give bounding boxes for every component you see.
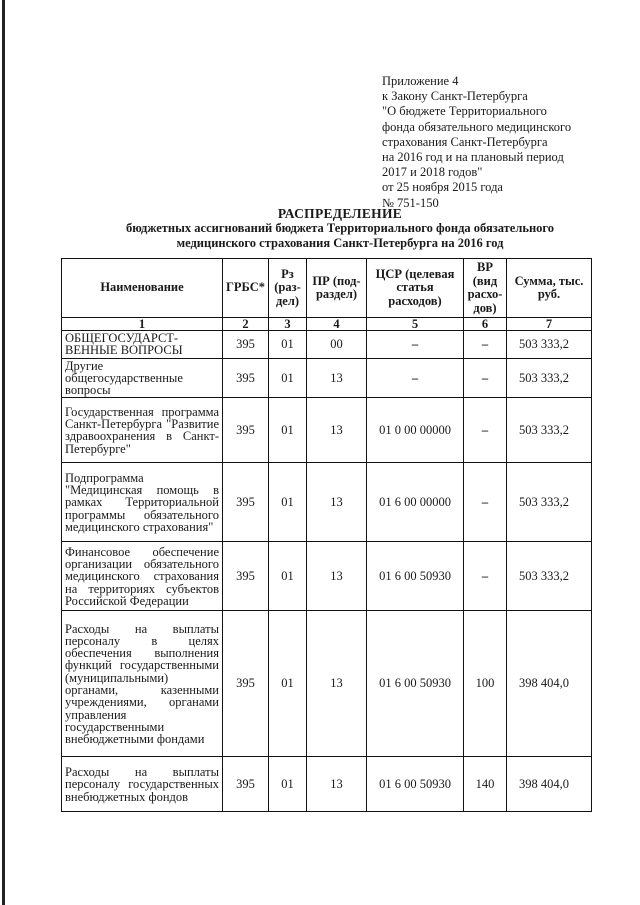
row-pr: 13 bbox=[307, 611, 367, 757]
row-sum: 503 333,2 bbox=[507, 358, 592, 398]
row-name: Расходы на выплаты персоналу в целях обеспечения выполнения функций государственными (муниципальными) органами, казенными учреждениями, органами управления государственными внебюджетными фондами bbox=[62, 611, 223, 757]
row-sum: 398 404,0 bbox=[507, 757, 592, 812]
row-vr: – bbox=[464, 542, 507, 611]
heading-title: РАСПРЕДЕЛЕНИЕ bbox=[277, 206, 403, 221]
row-sum: 503 333,2 bbox=[507, 463, 592, 542]
row-grbs: 395 bbox=[223, 331, 269, 359]
row-pr: 13 bbox=[307, 358, 367, 398]
table-row bbox=[62, 757, 592, 812]
column-number-row bbox=[62, 318, 592, 331]
header-vr: ВР (вид расхо-дов) bbox=[464, 259, 507, 318]
row-vr: 100 bbox=[464, 611, 507, 757]
row-name: Государственная программа Санкт-Петербурга "Развитие здравоохранения в Санкт-Петербурге" bbox=[62, 398, 223, 463]
row-csr: 01 6 00 00000 bbox=[367, 463, 464, 542]
row-pr: 13 bbox=[307, 542, 367, 611]
row-vr: 140 bbox=[464, 757, 507, 812]
row-vr: – bbox=[464, 398, 507, 463]
row-pr: 13 bbox=[307, 757, 367, 812]
appendix-line: "О бюджете Территориального bbox=[382, 104, 547, 119]
row-grbs: 395 bbox=[223, 611, 269, 757]
row-grbs: 395 bbox=[223, 757, 269, 812]
row-name: ОБЩЕГОСУДАРСТ-ВЕННЫЕ ВОПРОСЫ bbox=[62, 331, 223, 359]
row-rz: 01 bbox=[269, 463, 307, 542]
appendix-block bbox=[382, 74, 622, 211]
budget-table bbox=[61, 258, 592, 812]
row-grbs: 395 bbox=[223, 542, 269, 611]
column-number: 4 bbox=[307, 318, 367, 331]
row-rz: 01 bbox=[269, 757, 307, 812]
table-row bbox=[62, 331, 592, 359]
row-csr: – bbox=[367, 331, 464, 359]
appendix-line-law-number: № 751-150 bbox=[382, 195, 439, 210]
table-row bbox=[62, 542, 592, 611]
header-rz: Рз (раз-дел) bbox=[269, 259, 307, 318]
row-grbs: 395 bbox=[223, 398, 269, 463]
row-rz: 01 bbox=[269, 542, 307, 611]
row-sum: 503 333,2 bbox=[507, 398, 592, 463]
row-pr: 00 bbox=[307, 331, 367, 359]
row-vr: – bbox=[464, 331, 507, 359]
column-number: 7 bbox=[507, 318, 592, 331]
row-sum: 503 333,2 bbox=[507, 542, 592, 611]
appendix-line: страхования Санкт-Петербурга bbox=[382, 134, 548, 149]
row-csr: 01 6 00 50930 bbox=[367, 542, 464, 611]
appendix-line: 2017 и 2018 годов" bbox=[382, 165, 483, 180]
row-name: Другие общегосударственные вопросы bbox=[62, 358, 223, 398]
heading-line-2: медицинского страхования Санкт-Петербурга на 2016 год bbox=[176, 236, 504, 250]
column-number: 6 bbox=[464, 318, 507, 331]
header-sum: Сумма, тыс. руб. bbox=[507, 259, 592, 318]
column-number: 2 bbox=[223, 318, 269, 331]
appendix-line: Приложение 4 bbox=[382, 74, 459, 88]
column-number: 3 bbox=[269, 318, 307, 331]
table-row bbox=[62, 398, 592, 463]
row-name: Финансовое обеспечение организации обязательного медицинского страхования на территориях субъектов Российской Федерации bbox=[62, 542, 223, 611]
table-row bbox=[62, 611, 592, 757]
row-rz: 01 bbox=[269, 611, 307, 757]
row-csr: 01 6 00 50930 bbox=[367, 757, 464, 812]
row-csr: 01 6 00 50930 bbox=[367, 611, 464, 757]
row-rz: 01 bbox=[269, 331, 307, 359]
row-sum: 398 404,0 bbox=[507, 611, 592, 757]
header-name: Наименование bbox=[62, 259, 223, 318]
row-name: Подпрограмма "Медицинская помощь в рамках Территориальной программы обязательного медицинского страхования" bbox=[62, 463, 223, 542]
row-vr: – bbox=[464, 358, 507, 398]
row-sum: 503 333,2 bbox=[507, 331, 592, 359]
row-rz: 01 bbox=[269, 398, 307, 463]
document-heading bbox=[60, 206, 620, 251]
row-name: Расходы на выплаты персоналу государственных внебюджетных фондов bbox=[62, 757, 223, 812]
table-header-row bbox=[62, 259, 592, 318]
header-grbs: ГРБС* bbox=[223, 259, 269, 318]
header-pr: ПР (под-раздел) bbox=[307, 259, 367, 318]
appendix-line: от 25 ноября 2015 года bbox=[382, 180, 503, 195]
row-pr: 13 bbox=[307, 463, 367, 542]
header-csr: ЦСР (целевая статья расходов) bbox=[367, 259, 464, 318]
appendix-line: к Закону Санкт-Петербурга bbox=[382, 89, 528, 104]
row-csr: 01 0 00 00000 bbox=[367, 398, 464, 463]
column-number: 5 bbox=[367, 318, 464, 331]
row-csr: – bbox=[367, 358, 464, 398]
heading-line-1: бюджетных ассигнований бюджета Территориального фонда обязательного bbox=[125, 221, 555, 235]
row-pr: 13 bbox=[307, 398, 367, 463]
row-rz: 01 bbox=[269, 358, 307, 398]
page-edge-line bbox=[2, 0, 5, 905]
table-row bbox=[62, 358, 592, 398]
table-row bbox=[62, 463, 592, 542]
row-vr: – bbox=[464, 463, 507, 542]
column-number: 1 bbox=[62, 318, 223, 331]
appendix-line: на 2016 год и на плановый период bbox=[382, 150, 564, 165]
row-grbs: 395 bbox=[223, 463, 269, 542]
appendix-line: фонда обязательного медицинского bbox=[382, 119, 572, 134]
row-grbs: 395 bbox=[223, 358, 269, 398]
